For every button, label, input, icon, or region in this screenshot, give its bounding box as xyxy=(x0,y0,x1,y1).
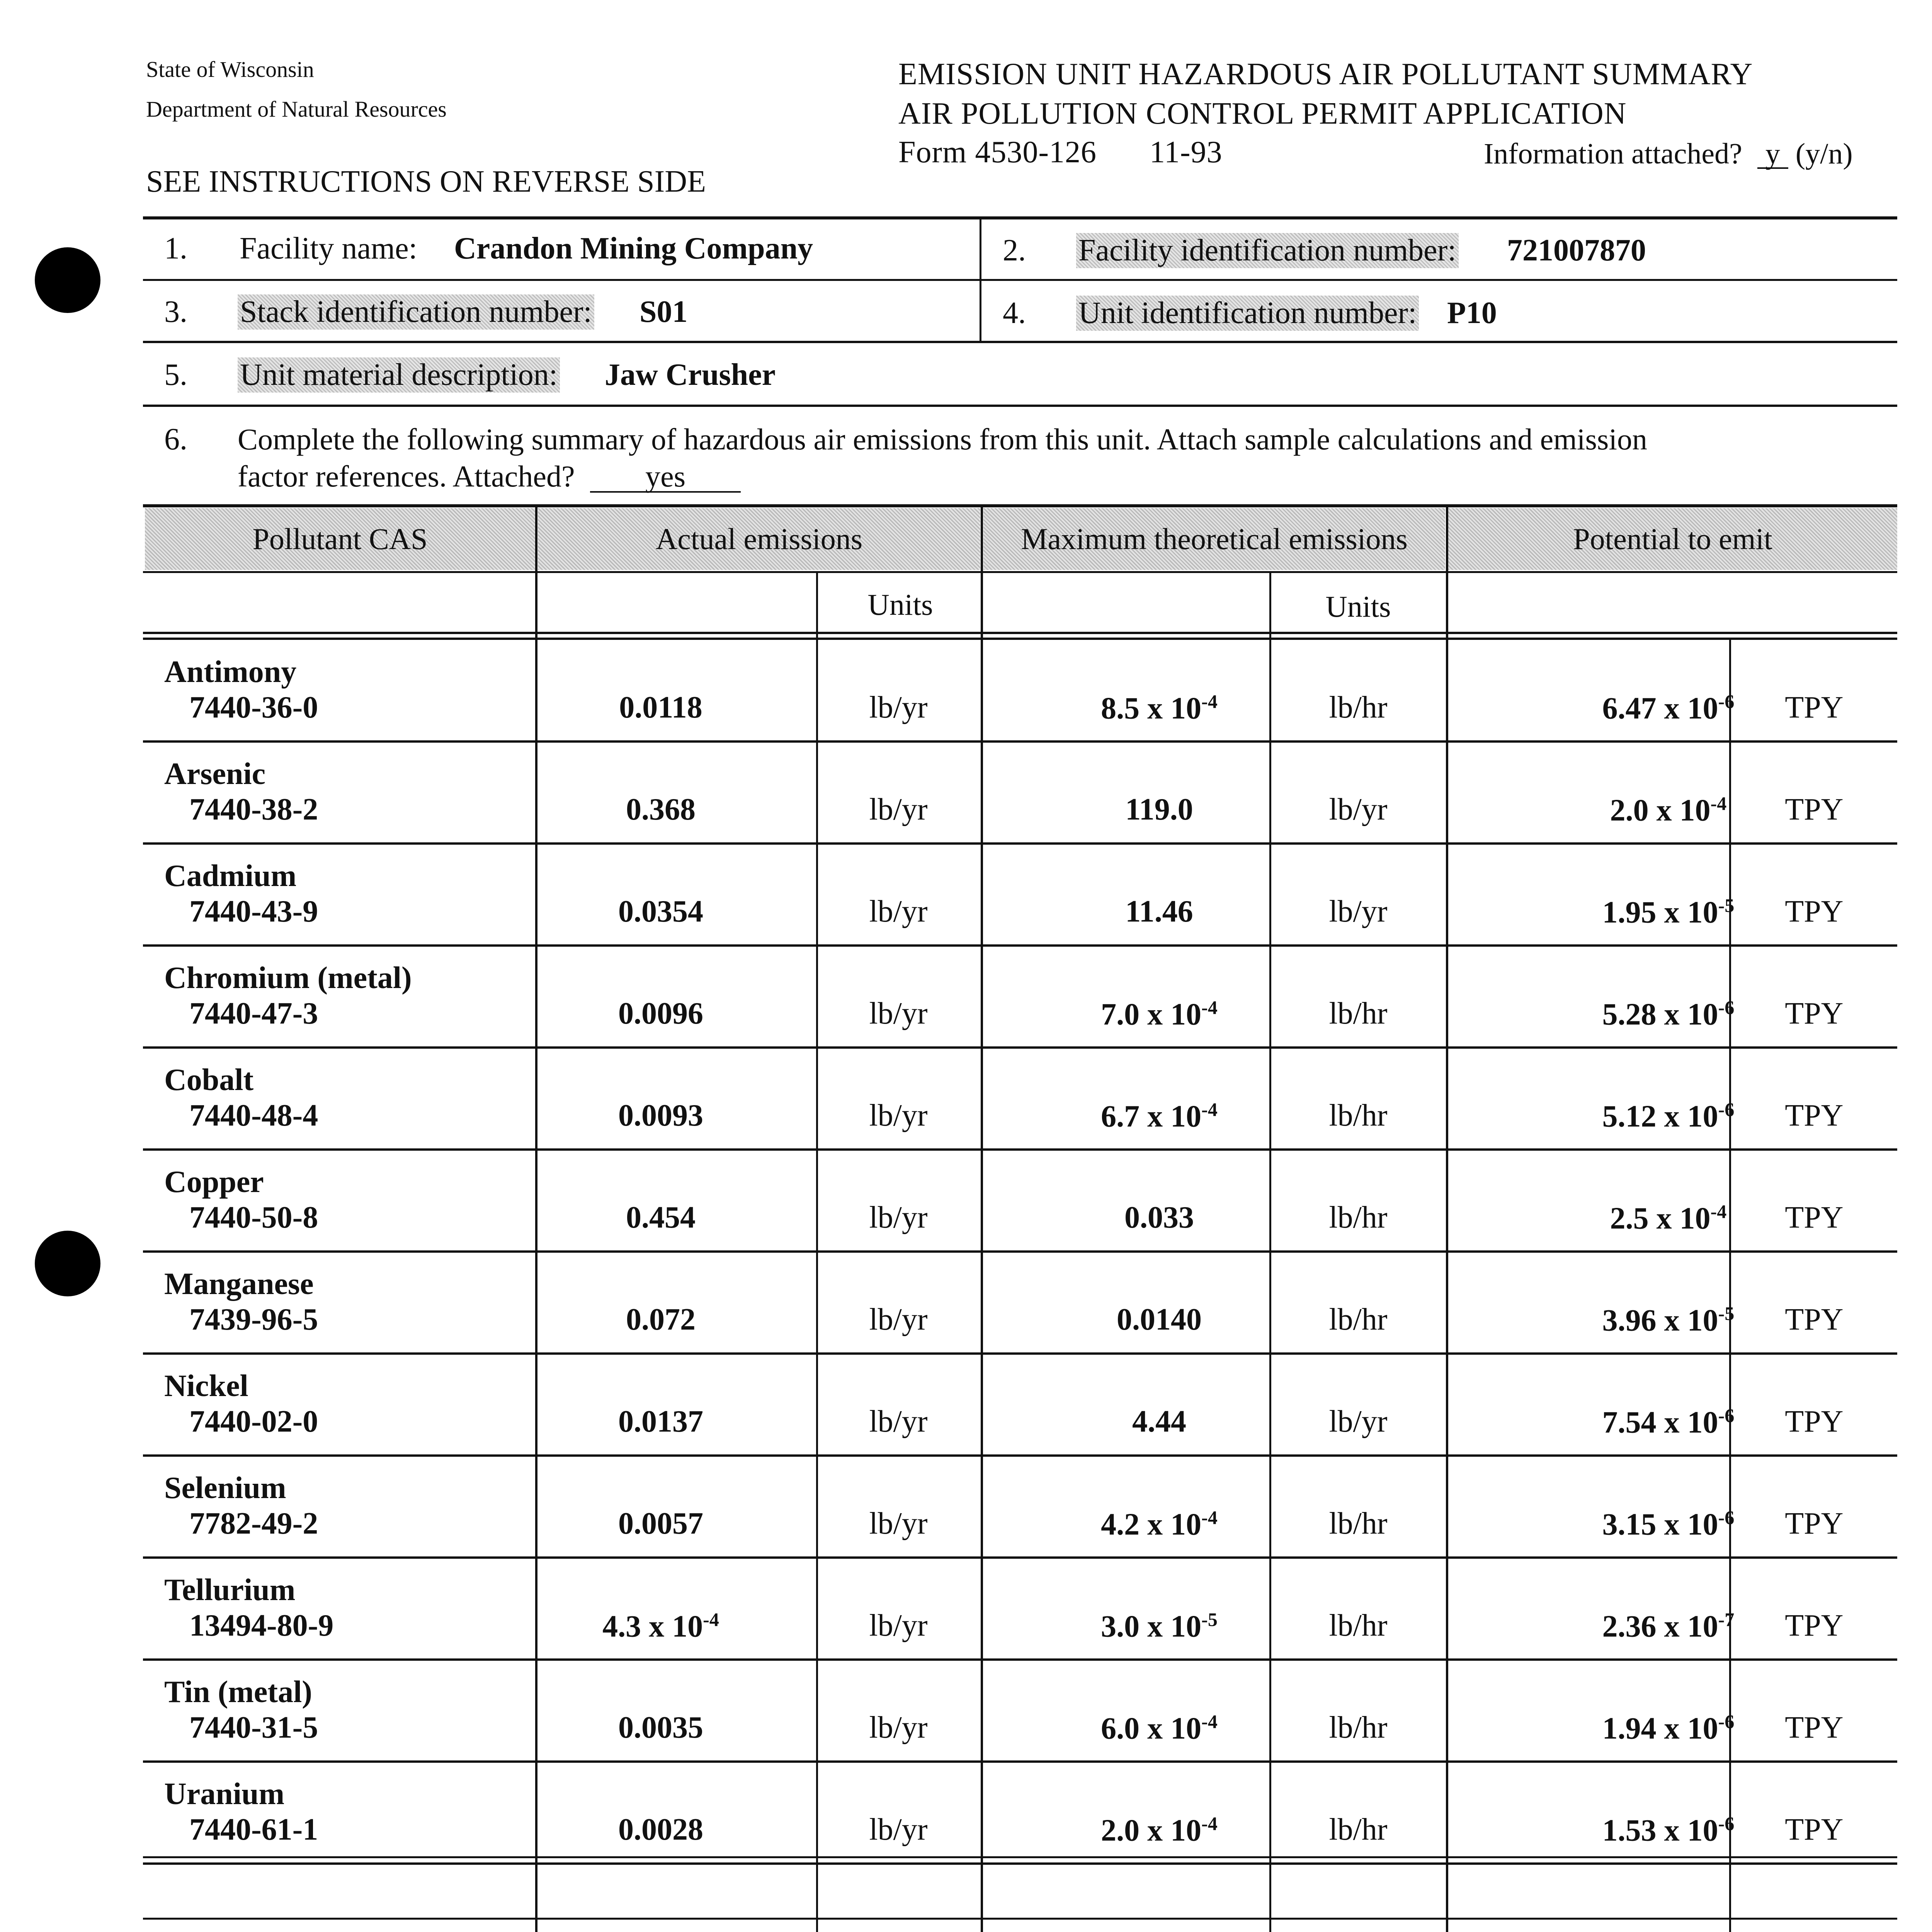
pte-units: TPY xyxy=(1785,1303,1844,1337)
table-row xyxy=(143,641,1897,743)
field-facility-id xyxy=(1003,233,1646,268)
actual-emissions-value: 4.3 x 10 xyxy=(602,1609,703,1644)
unit-material-value: Jaw Crusher xyxy=(605,358,776,392)
actual-units: lb/yr xyxy=(869,690,928,724)
actual-emissions-value: 0.0118 xyxy=(619,690,702,724)
table-row xyxy=(143,1457,1897,1559)
field-number: 2. xyxy=(1003,233,1026,267)
info-attached xyxy=(1484,137,1853,171)
actual-emissions-exponent: -4 xyxy=(703,1609,719,1630)
potential-to-emit-value: 1.53 x 10 xyxy=(1602,1813,1718,1848)
actual-emissions xyxy=(541,1200,781,1235)
pollutant-name: Uranium xyxy=(164,1777,285,1811)
actual-units: lb/yr xyxy=(869,895,928,929)
potential-to-emit-value: 2.36 x 10 xyxy=(1602,1609,1718,1644)
actual-units: lb/yr xyxy=(869,1711,928,1745)
max-emissions-exponent: -4 xyxy=(1201,997,1218,1018)
info-attached-suffix: (y/n) xyxy=(1795,138,1853,170)
max-units: lb/yr xyxy=(1329,793,1388,827)
field-number: 5. xyxy=(164,358,187,392)
potential-to-emit-value: 7.54 x 10 xyxy=(1602,1405,1718,1440)
pollutant-cas: 7440-61-1 xyxy=(189,1813,318,1847)
max-emissions-exponent: -5 xyxy=(1201,1609,1218,1630)
form-date: 11-93 xyxy=(1150,135,1223,169)
actual-emissions-value: 0.0093 xyxy=(618,1099,703,1133)
item6-text-line1: Complete the following summary of hazardous air emissions from this unit. Attach sample calculations and emission xyxy=(238,422,1647,456)
pollutant-name: Chromium (metal) xyxy=(164,961,412,995)
table-row xyxy=(143,1355,1897,1457)
field-label: Facility identification number: xyxy=(1076,233,1459,268)
actual-emissions xyxy=(541,1404,781,1439)
max-units: lb/yr xyxy=(1329,895,1388,929)
actual-emissions xyxy=(541,792,781,827)
pte-units: TPY xyxy=(1785,1711,1844,1745)
divider xyxy=(143,279,1897,281)
punch-hole xyxy=(35,1231,100,1296)
item6-text-line2 xyxy=(238,459,741,494)
divider xyxy=(143,571,1897,573)
actual-emissions xyxy=(541,1098,781,1133)
item6-attached-value: yes xyxy=(590,462,741,493)
pollutant-name: Tellurium xyxy=(164,1573,296,1607)
pollutant-cas: 7440-31-5 xyxy=(189,1711,318,1745)
max-units: lb/hr xyxy=(1329,1507,1388,1541)
field-label: Stack identification number: xyxy=(238,294,594,330)
table-row xyxy=(143,845,1897,947)
potential-to-emit-exponent: -6 xyxy=(1718,1507,1735,1528)
form-number: Form 4530-126 xyxy=(898,135,1097,169)
actual-units: lb/yr xyxy=(869,1405,928,1439)
pollutant-name: Arsenic xyxy=(164,757,266,791)
potential-to-emit-value: 5.12 x 10 xyxy=(1602,1099,1718,1134)
potential-to-emit-exponent: -4 xyxy=(1710,793,1727,814)
actual-emissions-value: 0.0035 xyxy=(618,1711,703,1745)
max-emissions-value: 0.0140 xyxy=(1117,1303,1202,1337)
pollutant-name: Cobalt xyxy=(164,1063,254,1097)
max-units: lb/hr xyxy=(1329,997,1388,1031)
max-emissions-exponent: -4 xyxy=(1201,1813,1218,1834)
pte-units: TPY xyxy=(1785,1201,1844,1235)
pollutant-cas: 13494-80-9 xyxy=(189,1609,334,1643)
field-number: 1. xyxy=(164,231,187,265)
actual-emissions-value: 0.368 xyxy=(626,793,696,827)
form-title-1: EMISSION UNIT HAZARDOUS AIR POLLUTANT SUMMARY xyxy=(898,57,1753,91)
max-units: lb/hr xyxy=(1329,1813,1388,1847)
max-emissions-exponent: -4 xyxy=(1201,1711,1218,1732)
potential-to-emit-exponent: -6 xyxy=(1718,997,1735,1018)
table-row xyxy=(143,1763,1897,1865)
divider xyxy=(143,1856,1897,1858)
facility-name-value: Crandon Mining Company xyxy=(454,231,813,265)
pte-units: TPY xyxy=(1785,690,1844,724)
pte-units: TPY xyxy=(1785,1405,1844,1439)
table-row xyxy=(143,947,1897,1049)
info-attached-value: y xyxy=(1757,140,1788,169)
potential-to-emit-exponent: -6 xyxy=(1718,1099,1735,1120)
header-actual-emissions: Actual emissions xyxy=(538,508,980,570)
max-units: lb/yr xyxy=(1329,1405,1388,1439)
pollutant-cas: 7440-38-2 xyxy=(189,793,318,827)
max-emissions-exponent: -4 xyxy=(1201,690,1218,712)
pollutant-name: Copper xyxy=(164,1165,264,1199)
table-row xyxy=(143,743,1897,845)
potential-to-emit-exponent: -4 xyxy=(1710,1201,1727,1222)
potential-to-emit-exponent: -7 xyxy=(1718,1609,1735,1630)
max-emissions-value: 4.2 x 10 xyxy=(1101,1507,1202,1542)
potential-to-emit-value: 2.0 x 10 xyxy=(1610,793,1711,828)
actual-units: lb/yr xyxy=(869,1099,928,1133)
pte-units: TPY xyxy=(1785,997,1844,1031)
actual-units: lb/yr xyxy=(869,1609,928,1643)
potential-to-emit-exponent: -6 xyxy=(1718,1711,1735,1732)
pollutant-cas: 7440-43-9 xyxy=(189,895,318,929)
pollutant-cas: 7782-49-2 xyxy=(189,1507,318,1541)
field-label: Unit material description: xyxy=(238,357,560,393)
actual-emissions-value: 0.0057 xyxy=(618,1507,703,1541)
max-units: lb/hr xyxy=(1329,1201,1388,1235)
potential-to-emit-exponent: -6 xyxy=(1718,1405,1735,1426)
pollutant-name: Nickel xyxy=(164,1369,248,1403)
actual-emissions xyxy=(541,690,781,725)
max-units: lb/hr xyxy=(1329,690,1388,724)
divider xyxy=(143,405,1897,407)
pte-units: TPY xyxy=(1785,1813,1844,1847)
actual-emissions-value: 0.454 xyxy=(626,1201,696,1235)
pollutant-name: Antimony xyxy=(164,655,297,689)
actual-emissions-value: 0.072 xyxy=(626,1303,696,1337)
actual-emissions xyxy=(541,1710,781,1745)
potential-to-emit-value: 1.94 x 10 xyxy=(1602,1711,1718,1746)
potential-to-emit-value: 2.5 x 10 xyxy=(1610,1201,1711,1236)
actual-units: lb/yr xyxy=(869,1813,928,1847)
max-emissions-value: 7.0 x 10 xyxy=(1101,997,1202,1032)
max-units: lb/hr xyxy=(1329,1711,1388,1745)
max-emissions-value: 4.44 xyxy=(1132,1405,1186,1439)
pte-units: TPY xyxy=(1785,793,1844,827)
field-stack-id xyxy=(164,294,688,330)
pollutant-name: Tin (metal) xyxy=(164,1675,312,1709)
actual-units: lb/yr xyxy=(869,1201,928,1235)
header-units-max: Units xyxy=(1325,590,1391,623)
actual-emissions xyxy=(541,1506,781,1541)
max-units: lb/hr xyxy=(1329,1609,1388,1643)
max-emissions-exponent: -4 xyxy=(1201,1507,1218,1528)
potential-to-emit-exponent: -6 xyxy=(1718,690,1735,712)
pte-units: TPY xyxy=(1785,1609,1844,1643)
table-row xyxy=(143,1049,1897,1151)
header-units-actual: Units xyxy=(867,588,933,621)
field-unit-material xyxy=(164,357,776,393)
actual-units: lb/yr xyxy=(869,1507,928,1541)
item6-number: 6. xyxy=(164,422,187,456)
actual-units: lb/yr xyxy=(869,793,928,827)
pollutant-cas: 7440-48-4 xyxy=(189,1099,318,1133)
instructions-note: SEE INSTRUCTIONS ON REVERSE SIDE xyxy=(146,165,706,199)
header-potential-to-emit: Potential to emit xyxy=(1448,508,1897,570)
actual-emissions xyxy=(541,1812,781,1847)
divider xyxy=(143,1918,1897,1920)
table-head-double-rule xyxy=(143,632,1897,634)
pollutant-name: Selenium xyxy=(164,1471,286,1505)
pollutant-cas: 7440-47-3 xyxy=(189,997,318,1031)
potential-to-emit-value: 6.47 x 10 xyxy=(1602,691,1718,726)
potential-to-emit-value: 3.96 x 10 xyxy=(1602,1303,1718,1338)
divider xyxy=(143,216,1897,219)
actual-emissions xyxy=(541,1608,781,1645)
field-number: 4. xyxy=(1003,296,1026,330)
agency-department: Department of Natural Resources xyxy=(146,97,447,122)
field-label: Unit identification number: xyxy=(1076,296,1419,331)
facility-id-value: 721007870 xyxy=(1507,233,1646,267)
pollutant-cas: 7439-96-5 xyxy=(189,1303,318,1337)
actual-emissions-value: 0.0096 xyxy=(618,997,703,1031)
divider xyxy=(143,341,1897,343)
table-row xyxy=(143,1151,1897,1253)
actual-emissions xyxy=(541,996,781,1031)
potential-to-emit-exponent: -6 xyxy=(1718,1813,1735,1834)
pte-units: TPY xyxy=(1785,1507,1844,1541)
header-max-emissions: Maximum theoretical emissions xyxy=(983,508,1445,570)
header-pollutant-cas: Pollutant CAS xyxy=(145,508,535,570)
unit-id-value: P10 xyxy=(1447,296,1497,330)
pollutant-cas: 7440-36-0 xyxy=(189,690,318,724)
max-emissions-value: 2.0 x 10 xyxy=(1101,1813,1202,1848)
potential-to-emit-value: 1.95 x 10 xyxy=(1602,895,1718,930)
table-top-rule xyxy=(143,504,1897,507)
max-emissions-value: 6.0 x 10 xyxy=(1101,1711,1202,1746)
field-unit-id xyxy=(1003,296,1497,331)
max-units: lb/hr xyxy=(1329,1303,1388,1337)
stack-id-value: S01 xyxy=(639,295,688,329)
row-divider xyxy=(143,1862,1897,1865)
pte-units: TPY xyxy=(1785,1099,1844,1133)
item6-attached-label: factor references. Attached? xyxy=(238,459,575,493)
max-units: lb/hr xyxy=(1329,1099,1388,1133)
field-label: Facility name: xyxy=(240,231,417,265)
field-facility-name xyxy=(164,231,813,266)
max-emissions-value: 6.7 x 10 xyxy=(1101,1099,1202,1134)
punch-hole xyxy=(35,247,100,313)
potential-to-emit-value: 5.28 x 10 xyxy=(1602,997,1718,1032)
divider xyxy=(980,218,981,342)
actual-emissions-value: 0.0028 xyxy=(618,1813,703,1847)
table-row xyxy=(143,1253,1897,1355)
actual-emissions xyxy=(541,894,781,929)
max-emissions-value: 8.5 x 10 xyxy=(1101,691,1202,726)
pollutant-name: Manganese xyxy=(164,1267,314,1301)
max-emissions-value: 11.46 xyxy=(1125,895,1193,929)
form-title-2: AIR POLLUTION CONTROL PERMIT APPLICATION xyxy=(898,97,1627,131)
potential-to-emit-value: 3.15 x 10 xyxy=(1602,1507,1718,1542)
table-head-double-rule xyxy=(143,638,1897,640)
field-number: 3. xyxy=(164,295,187,329)
max-emissions-value: 119.0 xyxy=(1125,793,1193,827)
actual-units: lb/yr xyxy=(869,1303,928,1337)
pollutant-cas: 7440-02-0 xyxy=(189,1405,318,1439)
info-attached-label: Information attached? xyxy=(1484,138,1742,170)
actual-emissions-value: 0.0354 xyxy=(618,895,703,929)
table-row xyxy=(143,1559,1897,1661)
potential-to-emit-exponent: -5 xyxy=(1718,895,1735,916)
actual-emissions-value: 0.0137 xyxy=(618,1405,703,1439)
agency-state: State of Wisconsin xyxy=(146,57,314,82)
pollutant-cas: 7440-50-8 xyxy=(189,1201,318,1235)
max-emissions-value: 3.0 x 10 xyxy=(1101,1609,1202,1644)
actual-emissions xyxy=(541,1302,781,1337)
max-emissions-exponent: -4 xyxy=(1201,1099,1218,1120)
pollutant-name: Cadmium xyxy=(164,859,297,893)
pte-units: TPY xyxy=(1785,895,1844,929)
max-emissions-value: 0.033 xyxy=(1124,1201,1194,1235)
table-row xyxy=(143,1661,1897,1763)
actual-units: lb/yr xyxy=(869,997,928,1031)
potential-to-emit-exponent: -5 xyxy=(1718,1303,1735,1324)
